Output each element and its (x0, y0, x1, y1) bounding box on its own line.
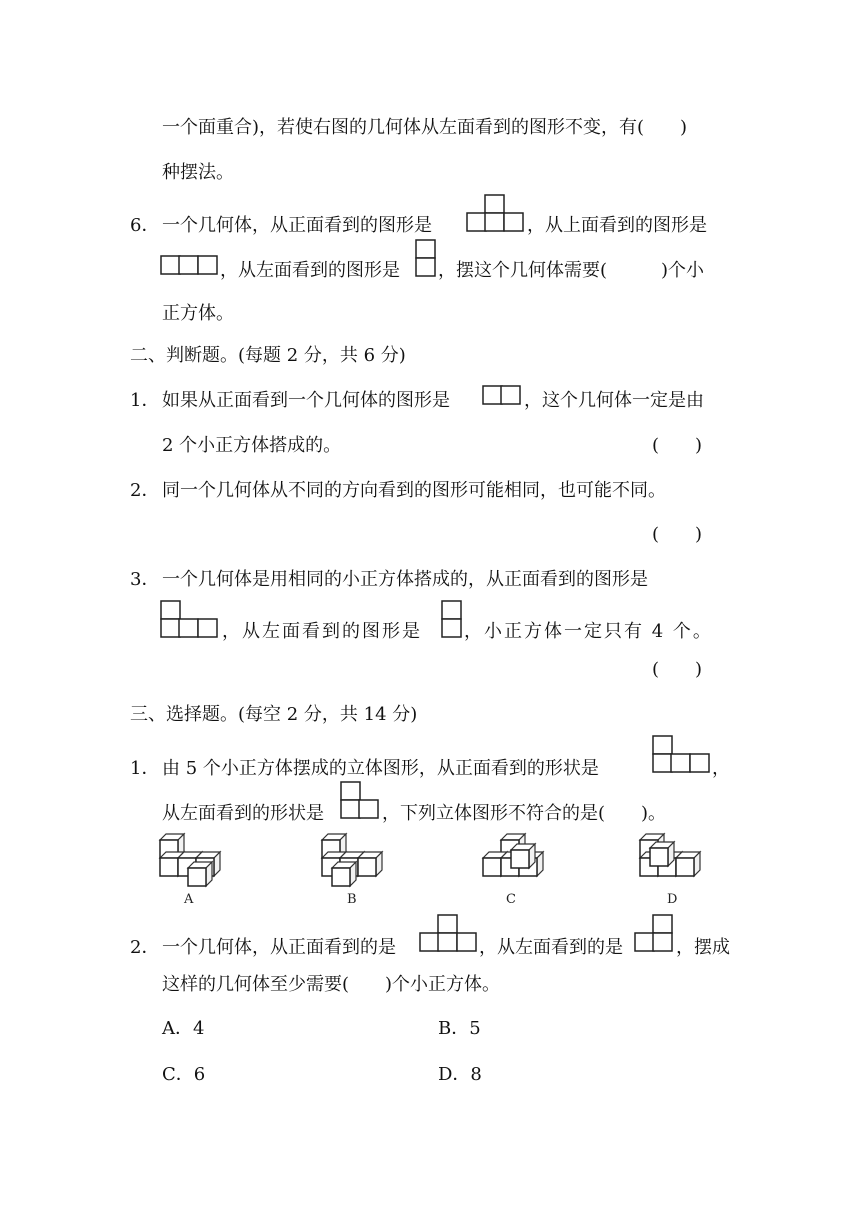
solid-figure-c-caption: C (506, 892, 516, 907)
s3-q1-left-view-figure (340, 781, 382, 821)
q6-top-view-figure (160, 255, 220, 277)
q6-front-view-figure (466, 194, 526, 234)
s3-q2-line1-c: ，摆成 (676, 937, 730, 958)
s3-q2-line1-b: ，从左面看到的是 (479, 937, 623, 958)
q6-left-view-figure (415, 239, 437, 279)
s2-q1-number: 1． (130, 390, 160, 411)
s2-q2-answer-paren: ( ) (652, 524, 703, 545)
s2-q1-line1-a: 如果从正面看到一个几何体的图形是 (162, 390, 450, 411)
s2-q3-number: 3． (130, 569, 160, 590)
q6-line1-a: 一个几何体，从正面看到的图形是 (162, 215, 432, 236)
s3-q2-number: 2． (130, 937, 160, 958)
s2-q3-front-view-figure (160, 600, 220, 640)
s3-q1-line1-a: 由 5 个小正方体摆成的立体图形，从正面看到的形状是 (162, 758, 599, 779)
prev-question-line1: 一个面重合)，若使右图的几何体从左面看到的图形不变，有( ) (162, 117, 688, 138)
s2-q1-answer-paren: ( ) (652, 435, 703, 456)
s2-q3-line2-a: ，从左面看到的图形是 (222, 621, 422, 642)
s3-q2-line2: 这样的几何体至少需要( )个小正方体。 (162, 974, 501, 995)
q6-line3: 正方体。 (162, 303, 234, 324)
solid-figure-d-caption: D (667, 892, 678, 907)
s2-q2-number: 2． (130, 480, 160, 501)
s3-q2-option-b: B．5 (438, 1018, 481, 1039)
s2-q2-line1: 同一个几何体从不同的方向看到的图形可能相同，也可能不同。 (162, 480, 666, 501)
s3-q1-line2-a: 从左面看到的形状是 (162, 803, 324, 824)
s3-q1-line2-b: ，下列立体图形不符合的是( )。 (382, 803, 667, 824)
solid-figure-d (640, 834, 700, 876)
q6-line1-b: ，从上面看到的图形是 (527, 215, 707, 236)
solid-figure-b (322, 834, 382, 886)
s2-q3-answer-paren: ( ) (652, 659, 703, 680)
s2-q3-left-view-figure (441, 600, 463, 640)
s3-q2-option-c: C．6 (162, 1064, 206, 1085)
s2-q3-line2-b: ，小正方体一定只有 4 个。 (464, 621, 713, 642)
q6-line2-b: ，摆这个几何体需要( )个小 (438, 260, 705, 281)
section3-title: 三、选择题。(每空 2 分，共 14 分) (130, 704, 418, 725)
s3-q1-number: 1． (130, 758, 160, 779)
s3-q2-option-a: A．4 (162, 1018, 205, 1039)
s3-q2-left-view-figure (634, 914, 676, 954)
solid-figure-b-caption: B (347, 892, 357, 907)
s3-q1-solid-figures (150, 826, 730, 896)
s3-q1-line1-b: ， (712, 758, 730, 779)
s3-q2-front-view-figure (419, 914, 479, 954)
s3-q1-front-view-figure (652, 735, 712, 775)
section2-title: 二、判断题。(每题 2 分，共 6 分) (130, 345, 406, 366)
solid-figure-a (160, 834, 220, 886)
s2-q1-line2: 2 个小正方体搭成的。 (162, 435, 342, 456)
q6-line2-a: ，从左面看到的图形是 (220, 260, 400, 281)
s2-q1-line1-b: ，这个几何体一定是由 (524, 390, 704, 411)
s2-q3-line1: 一个几何体是用相同的小正方体搭成的，从正面看到的图形是 (162, 569, 648, 590)
s3-q2-line1-a: 一个几何体，从正面看到的是 (162, 937, 396, 958)
solid-figure-c (483, 834, 543, 876)
s3-q2-option-d: D．8 (438, 1064, 482, 1085)
prev-question-line2: 种摆法。 (162, 162, 234, 183)
s2-q1-front-view-figure (482, 385, 524, 407)
q6-number: 6． (130, 215, 160, 236)
solid-figure-a-caption: A (184, 892, 194, 907)
